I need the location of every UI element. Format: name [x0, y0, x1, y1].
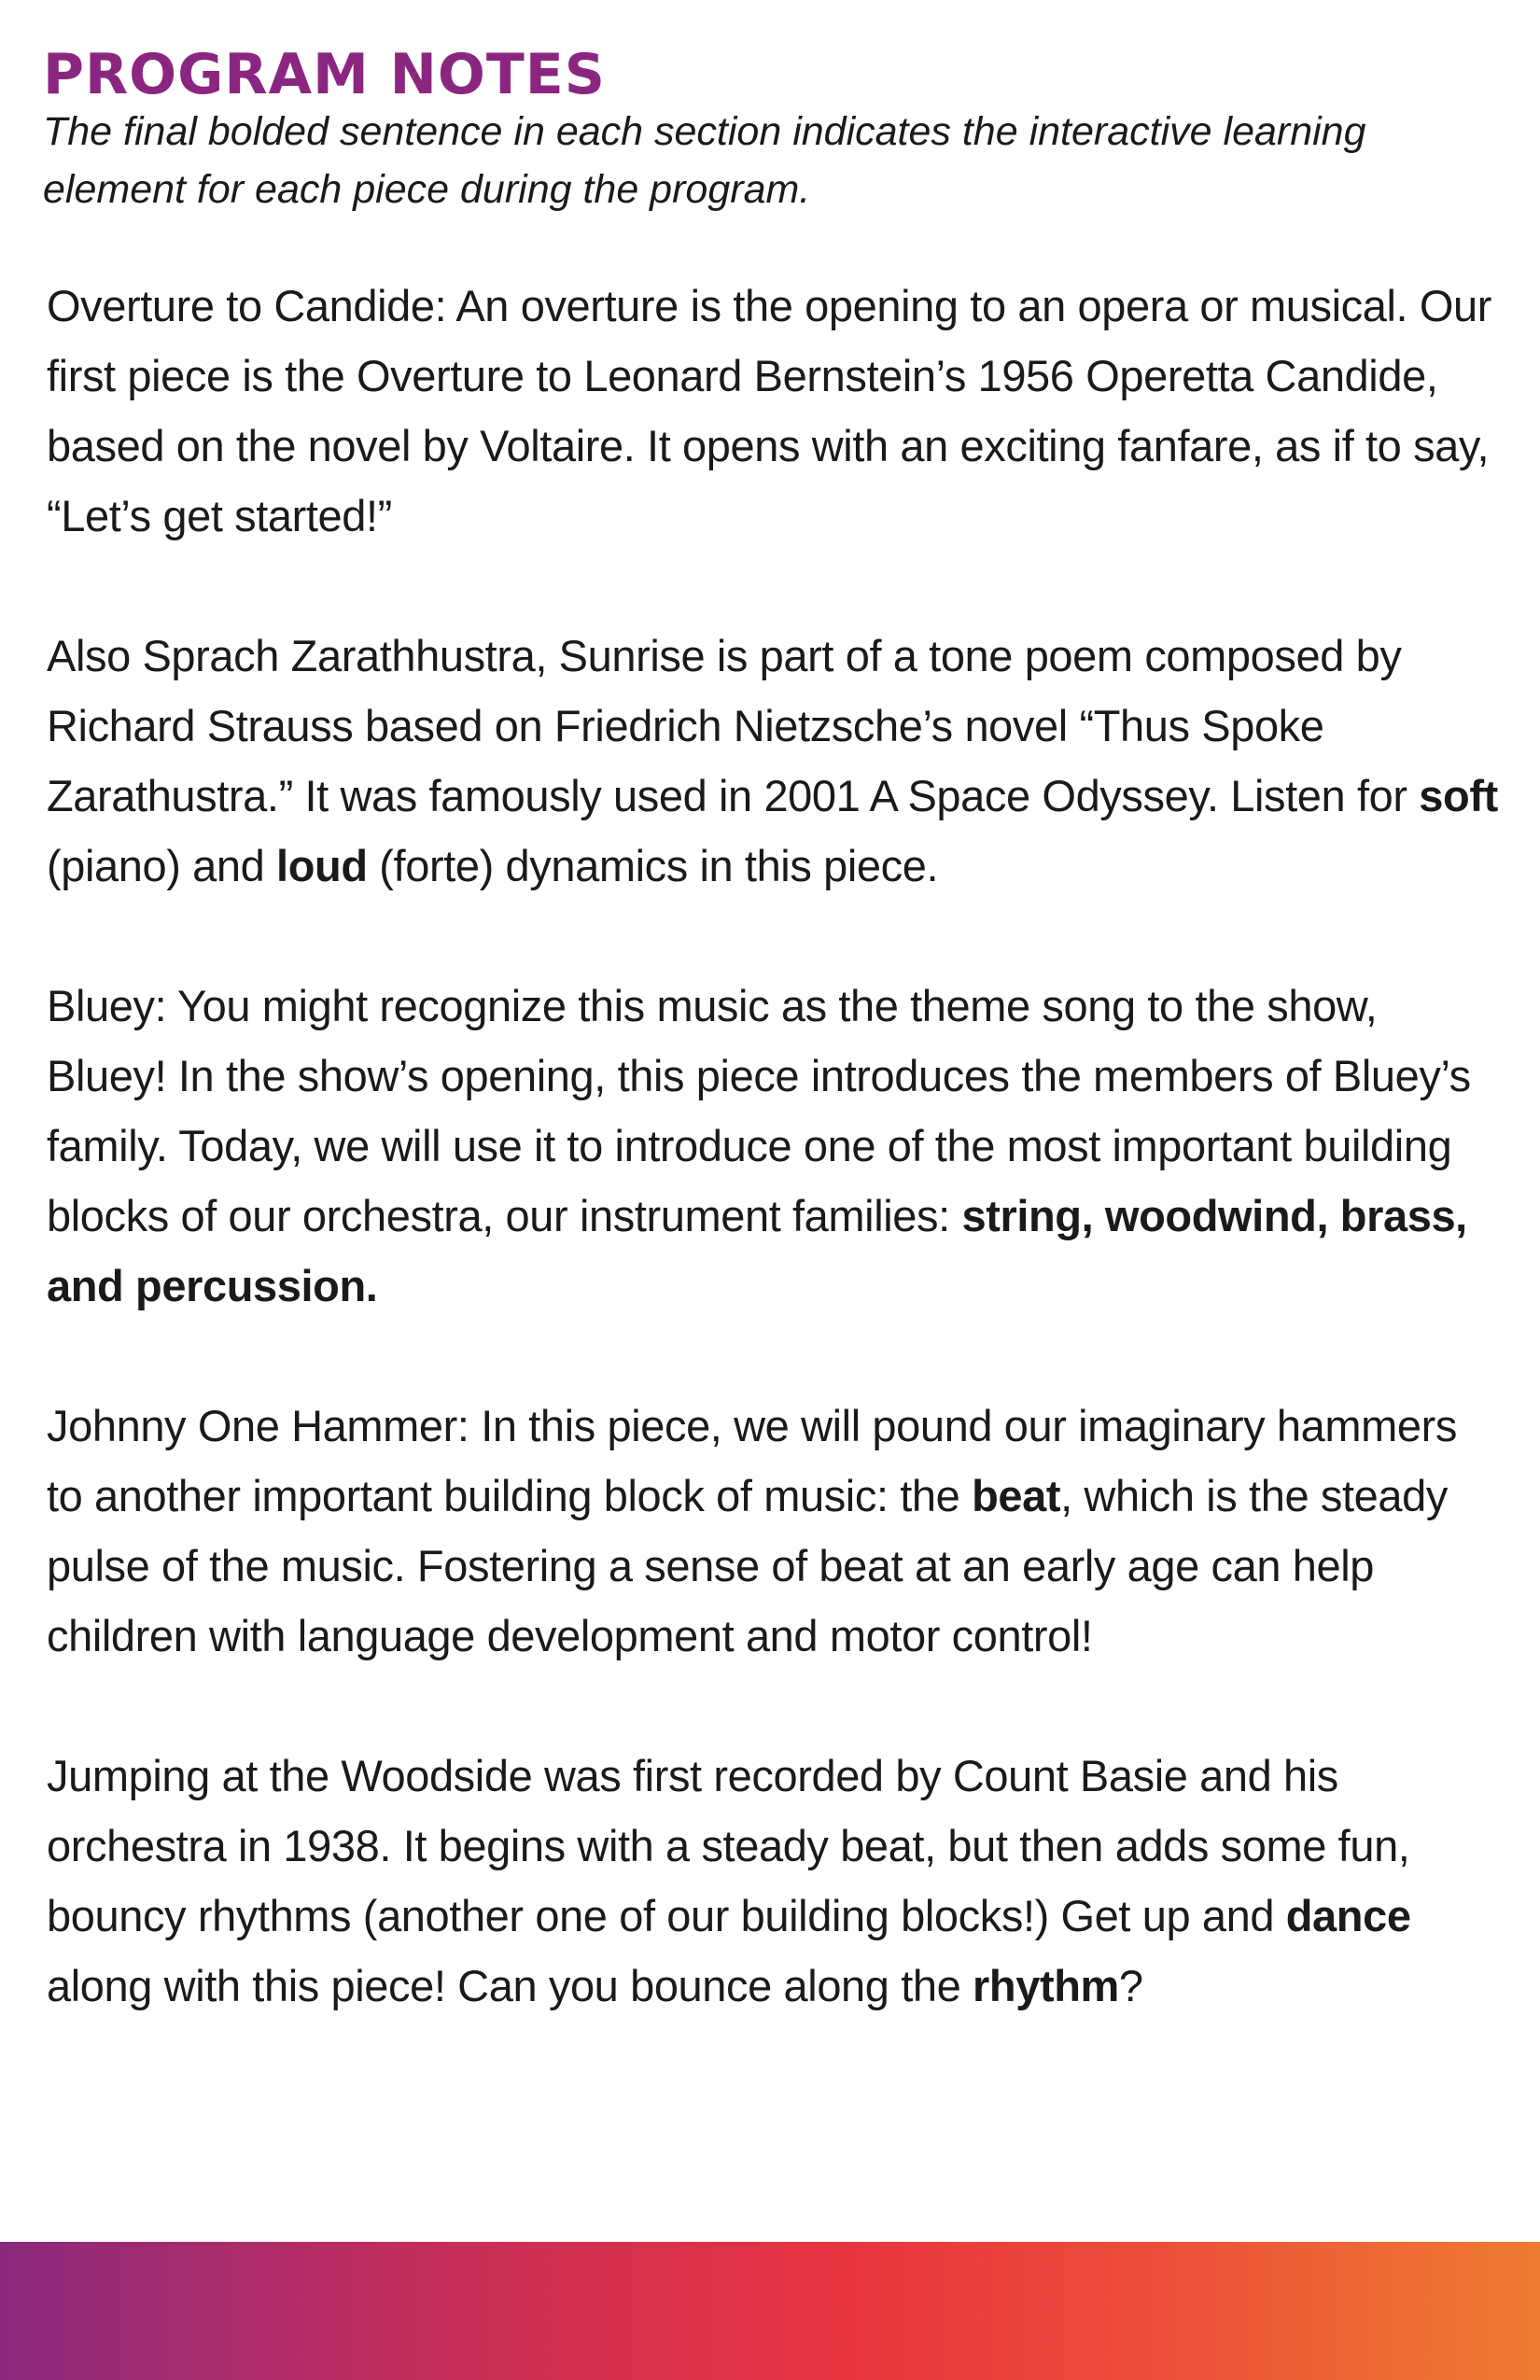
note-also-sprach-zarathustra	[47, 621, 1503, 901]
page-subtitle: The final bolded sentence in each section indicates the interactive learning element for each piece during the program.	[43, 109, 1366, 212]
note-emphasis: beat	[972, 1471, 1061, 1520]
note-emphasis: rhythm	[973, 1961, 1119, 2010]
note-bluey	[47, 971, 1503, 1321]
note-text: Johnny One Hammer: In this piece, we will pound our imaginary hammers to another important building block of music: the	[47, 1401, 1458, 1520]
note-emphasis: string, woodwind, brass, and percussion.	[47, 1191, 1467, 1310]
note-jumping-at-the-woodside	[47, 1741, 1503, 2021]
note-text: (forte) dynamics in this piece.	[367, 841, 939, 890]
note-text: Overture to Candide: An overture is the opening to an opera or musical. Our first piece is the Overture to Leonard Bernstein’s 1956 Operetta Candide, based on the novel by Voltaire. It opens with an exciting fanfare, as if to say, “Let’s get started!”	[47, 281, 1491, 540]
footer-gradient-bar	[0, 2242, 1540, 2380]
note-text: Bluey: You might recognize this music as the theme song to the show, Bluey! In the show’s opening, this piece introduces the members of Bluey’s family. Today, we will use it to introduce one of the most important building blocks of our orchestra, our instrument families:	[47, 981, 1471, 1240]
note-text: , which is the steady pulse of the music. Fostering a sense of beat at an early age can help children with language development and motor control!	[47, 1471, 1448, 1660]
note-overture-to-candide	[47, 271, 1503, 551]
note-emphasis: dance	[1285, 1891, 1411, 1940]
note-emphasis: soft	[1419, 771, 1498, 820]
note-text: Also Sprach Zarathhustra, Sunrise is part of a tone poem composed by Richard Strauss based on Friedrich Nietzsche’s novel “Thus Spoke Zarathustra.” It was famously used in 2001 A Space Odyssey. Listen for	[47, 631, 1420, 820]
page-title: PROGRAM NOTES	[43, 42, 607, 107]
note-text: ?	[1118, 1961, 1143, 2010]
note-text: (piano) and	[47, 841, 277, 890]
note-emphasis: loud	[276, 841, 368, 890]
program-notes	[47, 271, 1503, 2091]
note-text: along with this piece! Can you bounce along the	[47, 1961, 973, 2010]
note-johnny-one-hammer	[47, 1391, 1503, 1671]
note-text: Jumping at the Woodside was first recorded by Count Basie and his orchestra in 1938. It begins with a steady beat, but then adds some fun, bouncy rhythms (another one of our building blocks!) Get up and	[47, 1751, 1410, 1940]
